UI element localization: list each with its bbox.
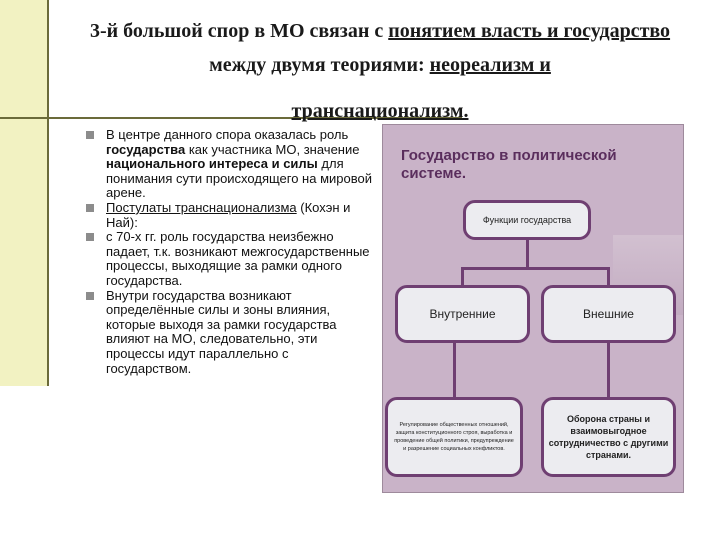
connector-top — [526, 240, 529, 268]
bullet-marker — [86, 233, 94, 241]
internal-box: Внутренние — [395, 285, 530, 343]
bullet-item-1 — [86, 128, 376, 201]
connector-horizontal — [461, 267, 609, 270]
internal-detail-box: Регулирование общественных отношений, защита конституционного строя, выработка и проведение общей политики, предупреждение и разрешение социальных конфликтов. — [385, 397, 523, 477]
bullet-4-text: Внутри государства возникают определённые силы и зоны влияния, которые выходя за рамки государства влияют на МО, следовательно, эти процессы идут параллельно с государством. — [106, 287, 337, 376]
connector-bottom-right — [607, 343, 610, 397]
bullet-item-3 — [86, 230, 376, 288]
bullet-list — [86, 128, 376, 376]
title-part-1: 3-й большой спор в МО связан с — [89, 20, 389, 42]
connector-left — [461, 267, 464, 285]
diagram-image — [382, 124, 684, 493]
bullet-1-text-4: национального интереса и силы — [106, 156, 318, 172]
functions-box: Функции государства — [463, 200, 591, 240]
external-detail-box: Оборона страны и взаимовыгодное сотрудничество с другими странами. — [541, 397, 676, 477]
bullet-2-text-1: Постулаты транснационализма — [106, 199, 297, 215]
connector-bottom-left — [453, 343, 456, 397]
left-accent-line — [47, 0, 49, 386]
title-part-2: понятием власть и государство — [388, 20, 671, 42]
bullet-2-text-2: (Кохэн и Най): — [106, 199, 351, 230]
bullet-1-text-2: государства — [106, 141, 186, 157]
diagram-title: Государство в политической системе. — [401, 147, 617, 182]
title-part-4: неореализм и — [429, 54, 551, 76]
bullet-3-text: с 70-х гг. роль государства неизбежно падает, т.к. возникают межгосударственные процессы, выходящие за рамки одного государства. — [106, 229, 370, 288]
bullet-marker — [86, 292, 94, 300]
bullet-1-text-5: для понимания сути происходящего на мировой арене. — [106, 156, 372, 201]
bullet-item-2 — [86, 201, 376, 230]
title-part-5: транснационализм. — [291, 100, 469, 122]
left-accent-bar — [0, 0, 47, 386]
connector-right — [607, 267, 610, 285]
slide-title — [80, 14, 680, 128]
bullet-marker — [86, 204, 94, 212]
bullet-marker — [86, 131, 94, 139]
bullet-1-text-3: как участника МО, значение — [185, 141, 360, 157]
external-box: Внешние — [541, 285, 676, 343]
title-part-3: между двумя теориями: — [209, 54, 430, 76]
bullet-1-text-1: В центре данного спора оказалась роль — [106, 127, 349, 142]
bullet-item-4 — [86, 289, 376, 377]
